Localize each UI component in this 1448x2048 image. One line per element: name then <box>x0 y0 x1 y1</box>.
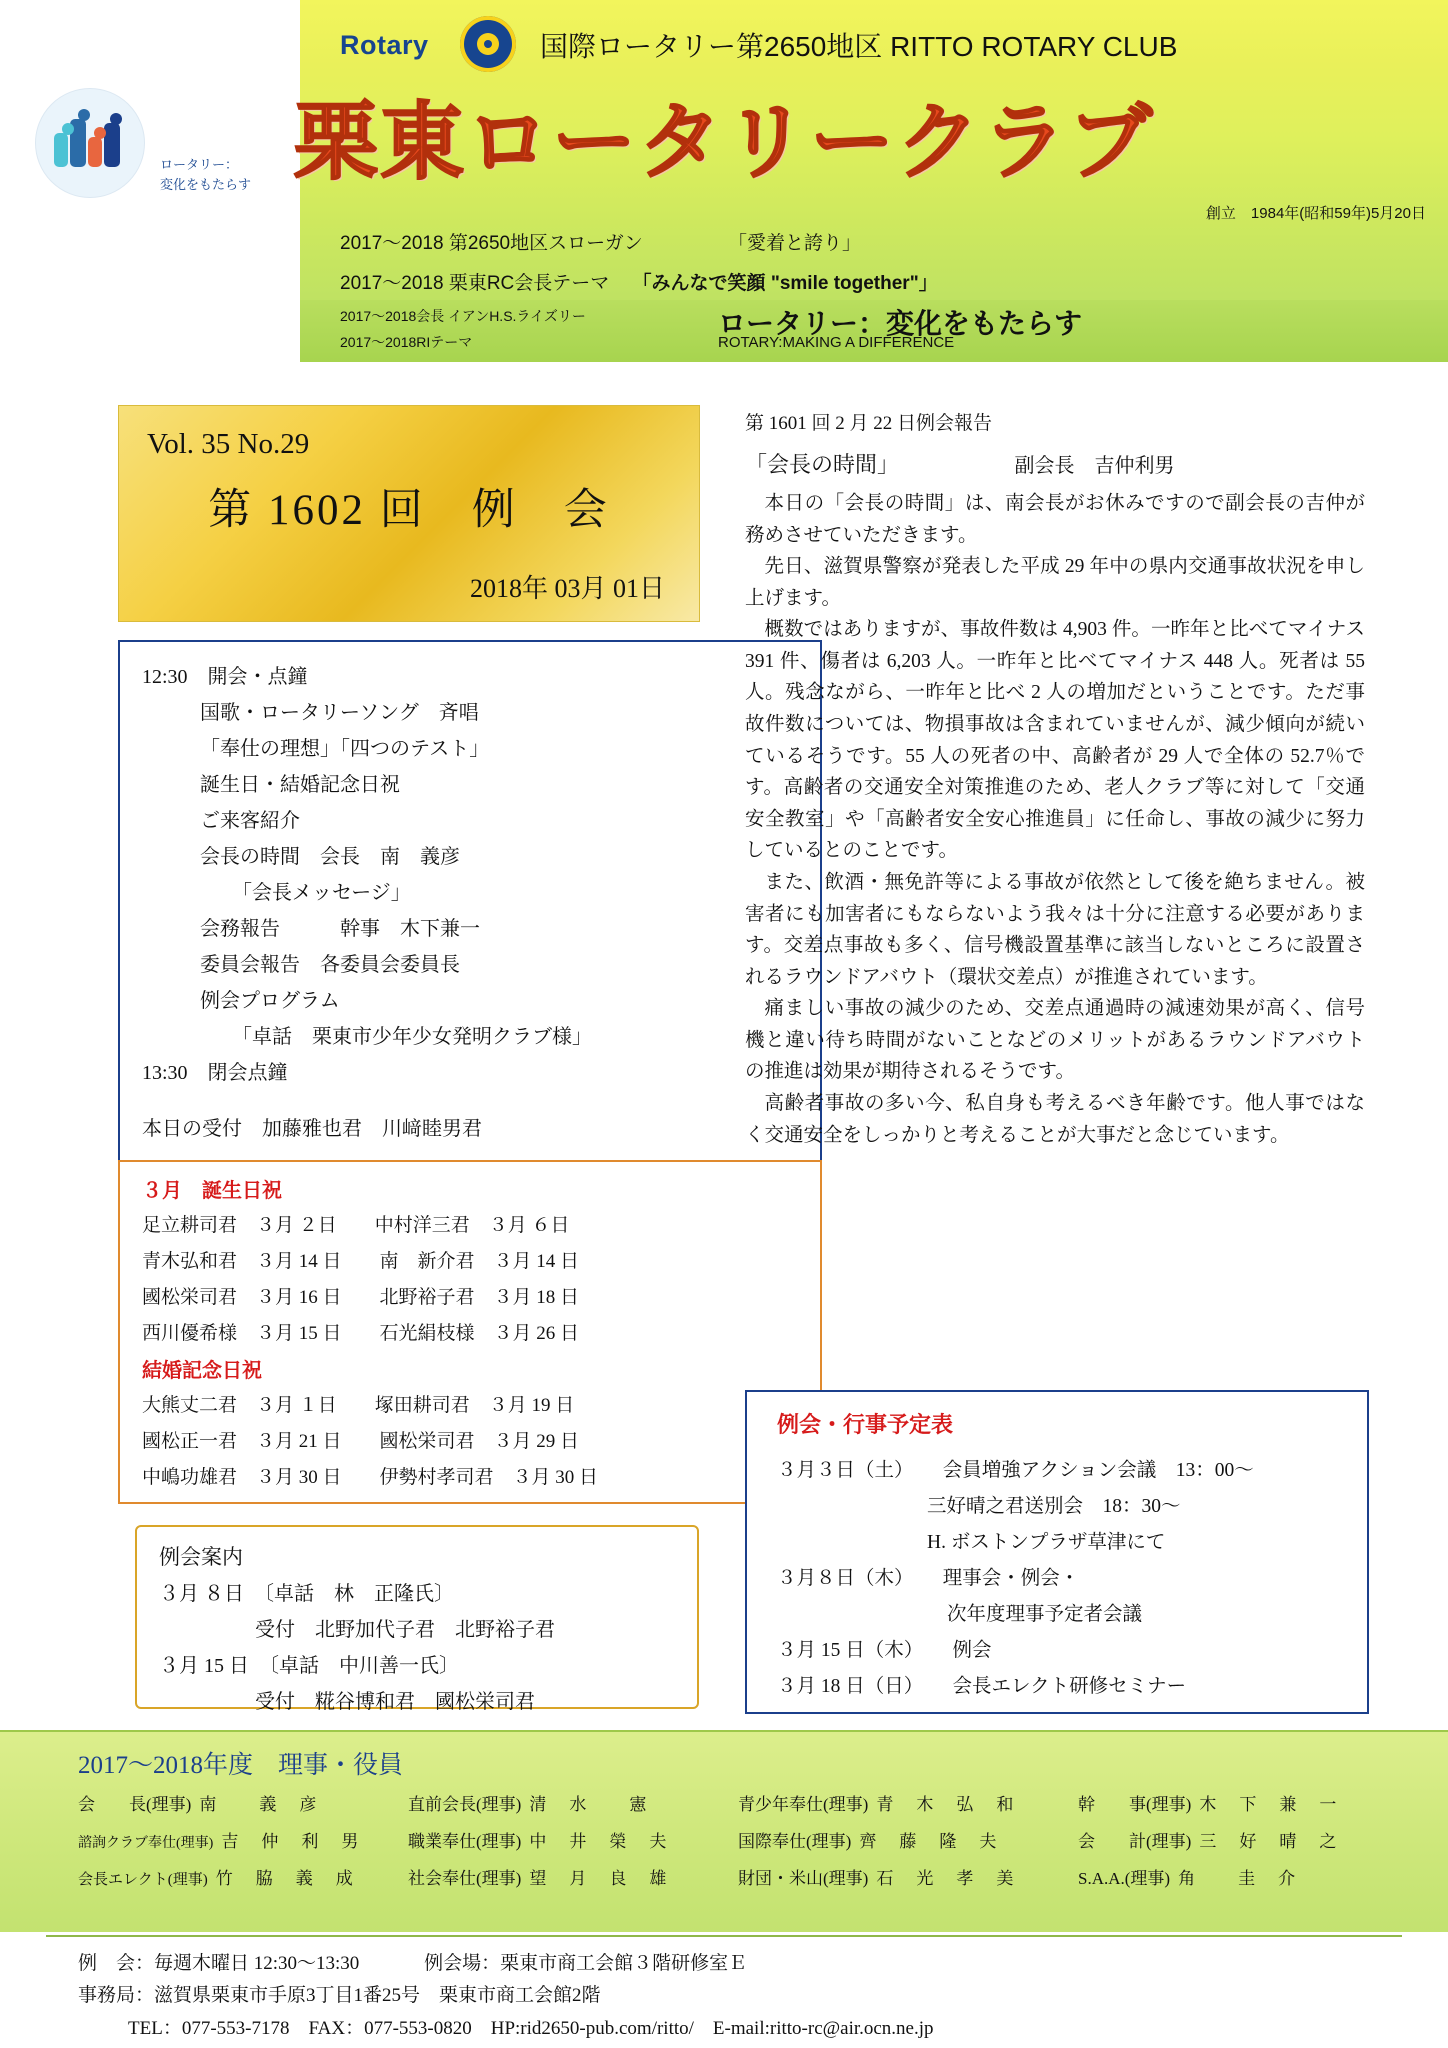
club-slogan-value: 「みんなで笑顔 "smile together"」 <box>632 273 938 294</box>
district-label: 国際ロータリー第2650地区 RITTO ROTARY CLUB <box>540 31 1178 62</box>
founded-date: 創立 1984年(昭和59年)5月20日 <box>1205 205 1426 222</box>
logo-caption-line2: 変化をもたらす <box>160 176 252 192</box>
footer-contact-info <box>78 1948 934 2045</box>
club-title: 栗東ロータリークラブ <box>293 95 1154 189</box>
program-line: 会長の時間 会長 南 義彦 <box>200 846 460 868</box>
logo-caption <box>160 155 251 194</box>
wedding-heading: 結婚記念日祝 <box>142 1360 262 1382</box>
footer-divider <box>46 1935 1402 1937</box>
officer-name: 角 圭 介 <box>1178 1869 1299 1888</box>
officer-role: 諮詢クラブ奉仕(理事) <box>78 1836 214 1851</box>
program-line: 誕生日・結婚記念日祝 <box>200 774 400 796</box>
report-paragraph: また、飲酒・無免許等による事故が依然として後を絶ちません。被害者にも加害者にもならないよう我々は十分に注意する必要があります。交差点事故も多く、信号機設置基準に該当しないところに設置されるラウンドアバウト（環状交差点）が推進されています。 <box>745 871 1365 988</box>
birthday-row: 西川優希様 ３月 15 日 石光絹枝様 ３月 26 日 <box>142 1323 580 1344</box>
officer-cell <box>408 1864 738 1889</box>
program-line: 委員会報告 各委員会委員長 <box>200 954 460 976</box>
wedding-row: 國松正一君 ３月 21 日 國松栄司君 ３月 29 日 <box>142 1431 580 1452</box>
report-heading: 第 1601 回 2 月 22 日例会報告 <box>745 413 993 434</box>
page-header <box>0 0 1448 351</box>
officer-name: 青 木 弘 和 <box>876 1795 1017 1814</box>
ri-theme-japanese: ロータリー：変化をもたらす <box>718 308 1083 339</box>
officer-role: 国際奉仕(理事) <box>738 1832 852 1851</box>
program-line: ご来客紹介 <box>200 810 300 832</box>
officer-cell <box>1078 1790 1339 1815</box>
meeting-guide-row: 受付 北野加代子君 北野裕子君 <box>255 1619 555 1641</box>
birthday-row: 國松栄司君 ３月 16 日 北野裕子君 ３月 18 日 <box>142 1287 580 1308</box>
program-line: 「会長メッセージ」 <box>232 882 411 904</box>
officer-role: S.A.A.(理事) <box>1078 1869 1171 1888</box>
program-line: 例会プログラム <box>200 990 340 1012</box>
wedding-row: 大熊丈二君 ３月 １日 塚田耕司君 ３月 19 日 <box>142 1395 575 1416</box>
wedding-row: 中嶋功雄君 ３月 30 日 伊勢村孝司君 ３月 30 日 <box>142 1467 599 1488</box>
officer-name: 吉 仲 利 男 <box>221 1832 362 1851</box>
officers-table <box>78 1790 1378 1901</box>
officer-name: 中 井 榮 夫 <box>529 1832 670 1851</box>
officer-name: 望 月 良 雄 <box>529 1869 670 1888</box>
program-box <box>118 640 822 1164</box>
officer-cell <box>738 1864 1078 1889</box>
report-author: 副会長 吉仲利男 <box>1014 455 1175 477</box>
program-line: 13:30 閉会点鐘 <box>142 1062 288 1084</box>
footer-office-address: 事務局：滋賀県栗東市手原3丁目1番25号 栗東市商工会館2階 <box>78 1985 601 2007</box>
footer-meeting-place: 例会場：栗東市商工会館３階研修室Ｅ <box>424 1953 748 1974</box>
issue-meeting-number: 第 1602 回 例 会 <box>208 487 610 534</box>
meeting-guide-row: 受付 糀谷博和君 國松栄司君 <box>255 1691 535 1713</box>
officer-name: 竹 脇 義 成 <box>215 1869 356 1888</box>
issue-banner <box>118 405 700 622</box>
district-slogan-label: 2017〜2018 第2650地区スローガン <box>340 233 643 254</box>
officer-role: 会長エレクト(理事) <box>78 1872 208 1888</box>
birthday-box <box>118 1160 822 1504</box>
report-paragraph: 概数ではありますが、事故件数は 4,903 件。一昨年と比べてマイナス 391 件、傷者は 6,203 人。一昨年と比べてマイナス 448 人。死者は 55 人。残念ながら、一昨年と比べ 2 人の増加だということです。ただ事故件数については、物損事故は含まれていませんが、減少傾向が続いているそうです。55 人の死者の中、高齢者が 29 人で全体の 52.7％です。高齢者の交通安全対策推進のため、老人クラブ等に対して「交通安全教室」や「高齢者安全安心推進員」に任命し、事故の減少に努力しているとのことです。 <box>745 619 1365 862</box>
officer-cell <box>408 1827 738 1852</box>
club-slogan-label: 2017〜2018 栗東RC会長テーマ <box>340 273 610 294</box>
schedule-box <box>745 1390 1369 1714</box>
officer-role: 青少年奉仕(理事) <box>738 1795 869 1814</box>
officer-role: 財団・米山(理事) <box>738 1869 869 1888</box>
program-line: 国歌・ロータリーソング 斉唱 <box>200 702 479 724</box>
club-slogan <box>340 268 938 295</box>
footer-title: 2017〜2018年度 理事・役員 <box>78 1752 404 1779</box>
officer-cell <box>738 1790 1078 1815</box>
officer-cell <box>78 1790 408 1815</box>
report-title <box>745 448 1175 479</box>
report-paragraph: 痛ましい事故の減少のため、交差点通過時の減速効果が高く、信号機と違い待ち時間がないことなどのメリットがあるラウンドアバウトの推進は効果が期待されるそうです。 <box>745 998 1365 1083</box>
issue-volume: Vol. 35 No.29 <box>147 428 310 460</box>
program-line: 会務報告 幹事 木下兼一 <box>200 918 480 940</box>
officer-name: 三 好 晴 之 <box>1199 1832 1340 1851</box>
report-paragraph: 先日、滋賀県警察が発表した平成 29 年中の県内交通事故状況を申し上げます。 <box>745 556 1365 609</box>
officer-role: 直前会長(理事) <box>408 1795 522 1814</box>
birthday-heading: ３月 誕生日祝 <box>142 1180 282 1202</box>
program-line: 「奉仕の理想」「四つのテスト」 <box>200 738 490 760</box>
program-line: 12:30 開会・点鐘 <box>142 666 308 688</box>
schedule-row: 三好晴之君送別会 18：30〜 <box>927 1496 1181 1517</box>
officer-cell <box>408 1790 738 1815</box>
officer-row <box>78 1827 1378 1852</box>
logo-caption-line1: ロータリー： <box>160 157 239 172</box>
officer-role: 会 計(理事) <box>1078 1832 1192 1851</box>
footer-meeting-time: 例 会：毎週木曜日 12:30〜13:30 <box>78 1953 360 1974</box>
report-body <box>745 488 1365 1151</box>
meeting-guide-heading: 例会案内 <box>159 1545 243 1569</box>
meeting-guide-row: ３月 15 日 〔卓話 中川善一氏〕 <box>159 1655 459 1677</box>
officer-name: 石 光 孝 美 <box>876 1869 1017 1888</box>
officer-cell <box>78 1827 408 1852</box>
report-paragraph: 高齢者事故の多い今、私自身も考えるべき年齢です。他人事ではなく交通安全をしっかりと考えることが大事だと念じています。 <box>745 1092 1365 1146</box>
program-line: 「卓話 栗東市少年少女発明クラブ様」 <box>232 1026 592 1048</box>
header-green-left-white <box>0 300 300 362</box>
meeting-guide-box <box>135 1525 699 1713</box>
officer-cell <box>78 1864 408 1889</box>
ri-theme-label: 2017〜2018RIテーマ <box>340 334 473 350</box>
schedule-row: H. ボストンプラザ草津にて <box>927 1532 1166 1553</box>
officer-name: 南 義 彦 <box>199 1795 320 1814</box>
footer-contact-line: TEL：077-553-7178 FAX：077-553-0820 HP:rid2650-pub.com/ritto/ E-mail:ritto-rc@air.ocn.ne.jp <box>128 2017 934 2039</box>
issue-date: 2018年 03月 01日 <box>469 574 665 603</box>
schedule-row: ３月３日（土） 会員増強アクション会議 13：00〜 <box>777 1460 1254 1481</box>
officer-cell <box>1078 1827 1339 1852</box>
schedule-row: 次年度理事予定者会議 <box>947 1604 1143 1625</box>
district-slogan-value: 「愛着と誇り」 <box>727 233 861 254</box>
schedule-row: ３月 15 日（木） 例会 <box>777 1640 992 1661</box>
report-paragraph: 本日の「会長の時間」は、南会長がお休みですので副会長の吉仲が務めさせていただきます。 <box>745 493 1365 546</box>
officer-cell <box>1078 1864 1298 1889</box>
schedule-heading: 例会・行事予定表 <box>777 1412 954 1437</box>
rotary-people-logo-icon <box>35 88 145 198</box>
meeting-guide-row: ３月 ８日 〔卓話 林 正隆氏〕 <box>159 1583 454 1605</box>
program-reception-line: 本日の受付 加藤雅也君 川﨑睦男君 <box>142 1118 482 1140</box>
officer-name: 木 下 兼 一 <box>1199 1795 1340 1814</box>
officer-role: 社会奉仕(理事) <box>408 1869 522 1888</box>
rotary-wordmark: Rotary <box>340 30 429 60</box>
officer-row <box>78 1864 1378 1889</box>
district-slogan <box>340 228 861 255</box>
ri-president-label: 2017〜2018会長 イアンH.S.ライズリー <box>340 308 586 324</box>
schedule-row: ３月 18 日（日） 会長エレクト研修セミナー <box>777 1676 1187 1697</box>
rotary-wheel-icon <box>460 16 516 72</box>
officer-role: 幹 事(理事) <box>1078 1795 1192 1814</box>
birthday-row: 足立耕司君 ３月 ２日 中村洋三君 ３月 ６日 <box>142 1215 570 1236</box>
schedule-row: ３月８日（木） 理事会・例会・ <box>777 1568 1080 1589</box>
officer-cell <box>738 1827 1078 1852</box>
footer-info-line1 <box>78 1948 934 1980</box>
officer-role: 職業奉仕(理事) <box>408 1832 522 1851</box>
officer-name: 清 水 憲 <box>529 1795 650 1814</box>
officer-row <box>78 1790 1378 1815</box>
officer-name: 齊 藤 隆 夫 <box>859 1832 1000 1851</box>
ri-theme-english: ROTARY:MAKING A DIFFERENCE <box>718 334 955 351</box>
birthday-row: 青木弘和君 ３月 14 日 南 新介君 ３月 14 日 <box>142 1251 580 1272</box>
officer-role: 会 長(理事) <box>78 1795 192 1814</box>
report-title-text: 「会長の時間」 <box>745 452 900 477</box>
